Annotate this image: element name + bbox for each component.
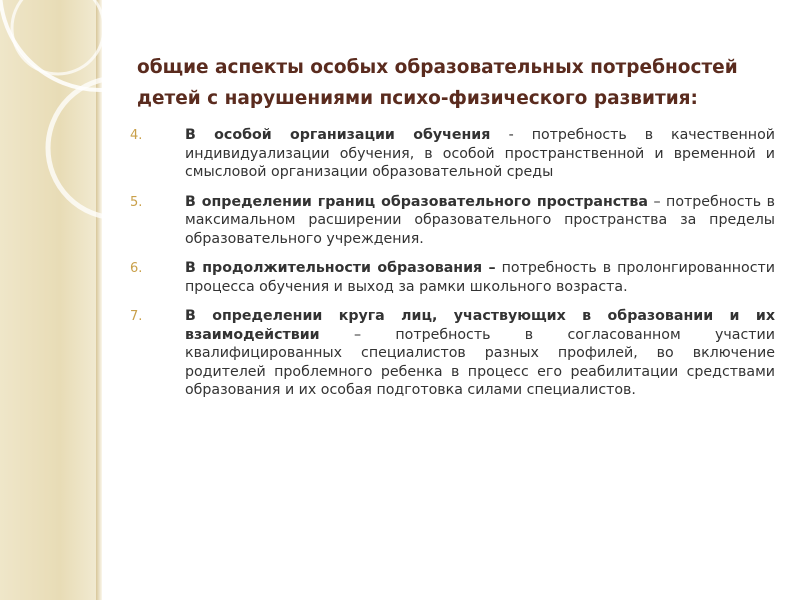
list-item xyxy=(130,126,775,182)
list-item-bold: В продолжительности образования – xyxy=(185,260,496,276)
list-item xyxy=(130,307,775,400)
list-item-text xyxy=(185,307,775,400)
list-item-rest: потребность в пролонгированности процесса обучения и выход за рамки школьного возраста. xyxy=(185,260,775,295)
needs-list xyxy=(130,126,775,411)
decorative-circle-small xyxy=(12,0,104,74)
list-item-text xyxy=(185,259,775,296)
list-item-number: 7. xyxy=(130,309,143,324)
list-item xyxy=(130,193,775,249)
list-item-bold: В определении границ образовательного пространства xyxy=(185,193,648,210)
title-line-1: общие аспекты особых образовательных потребностей xyxy=(137,57,738,78)
slide-title xyxy=(137,52,777,114)
list-item-bold: В определении круга лиц, участвующих в образовании и их взаимодействии xyxy=(185,308,775,343)
title-line-2: детей с нарушениями психо-физического развития: xyxy=(137,88,698,109)
list-item-rest: – потребность в максимальном расширении образовательного пространства за пределы образовательного учреждения. xyxy=(185,193,775,247)
list-item-text xyxy=(185,126,775,182)
list-item-rest: - потребность в качественной индивидуализации обучения, в особой пространственной и временной и смысловой организации образовательной среды xyxy=(185,127,775,180)
list-item xyxy=(130,259,775,296)
list-item-bold: В особой организации обучения xyxy=(185,127,509,143)
list-item-number: 4. xyxy=(130,128,143,143)
list-item-rest: – потребность в согласованном участии квалифицированных специалистов разных профилей, во включение родителей проблемного ребенка в процесс его реабилитации средствами образования и их особая подготовка силами специалистов. xyxy=(185,326,775,398)
list-item-number: 6. xyxy=(130,261,143,276)
list-item-number: 5. xyxy=(130,194,143,210)
list-item-text xyxy=(185,193,775,249)
